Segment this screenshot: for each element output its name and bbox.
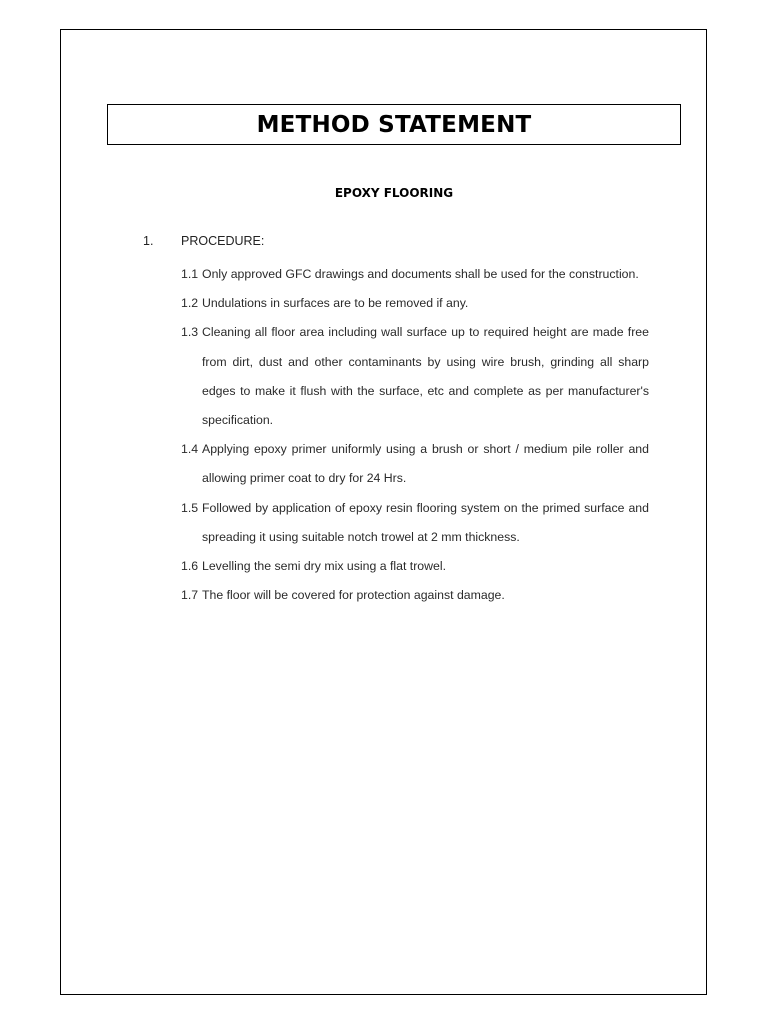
procedure-item (181, 289, 649, 318)
procedure-item-text: Levelling the semi dry mix using a flat trowel. (202, 559, 446, 574)
procedure-item-number: 1.1 (181, 267, 199, 281)
procedure-item-number: 1.4 (181, 442, 199, 457)
procedure-list (181, 260, 649, 610)
procedure-item-text: Followed by application of epoxy resin flooring system on the primed surface and spreading it using suitable notch trowel at 2 mm thickness. (202, 500, 649, 544)
procedure-item (181, 581, 649, 610)
procedure-item (181, 260, 649, 289)
procedure-item-text: Cleaning all floor area including wall surface up to required height are made free from dirt, dust and other contaminants by using wire brush, grinding all sharp edges to make it flush with the surface, etc and complete as per manufacturer's specification. (202, 325, 649, 428)
procedure-item (181, 494, 649, 552)
document-subtitle: EPOXY FLOORING (334, 186, 454, 200)
procedure-item-number: 1.2 (181, 296, 199, 311)
procedure-item (181, 435, 649, 493)
title-box (107, 104, 681, 145)
procedure-item (181, 552, 649, 581)
section-title: PROCEDURE: (181, 234, 265, 248)
procedure-item-text: Undulations in surfaces are to be removed if any. (202, 296, 469, 311)
procedure-item-number: 1.5 (181, 500, 199, 515)
procedure-item-text: The floor will be covered for protection against damage. (202, 588, 505, 603)
procedure-item (181, 318, 649, 435)
procedure-item-number: 1.6 (181, 559, 199, 574)
procedure-item-text: Applying epoxy primer uniformly using a brush or short / medium pile roller and allowing primer coat to dry for 24 Hrs. (202, 442, 649, 486)
procedure-item-number: 1.7 (181, 588, 199, 603)
procedure-item-text: Only approved GFC drawings and documents shall be used for the construction. (202, 267, 639, 281)
procedure-item-number: 1.3 (181, 325, 199, 340)
document-title: METHOD STATEMENT (256, 111, 532, 138)
section-number: 1. (143, 234, 154, 248)
